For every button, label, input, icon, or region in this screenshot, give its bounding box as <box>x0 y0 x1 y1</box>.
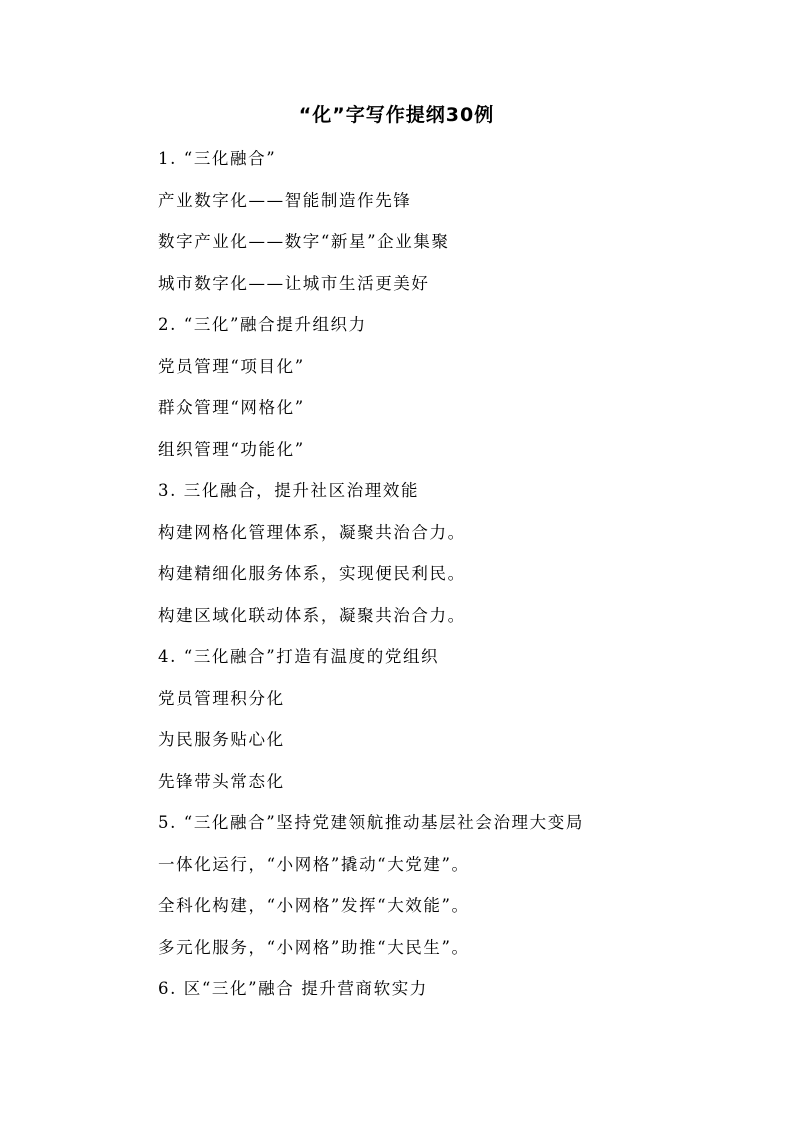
outline-line: 构建区域化联动体系，凝聚共治合力。 <box>158 605 466 625</box>
outline-line: 产业数字化——智能制造作先锋 <box>158 190 412 210</box>
outline-line: 群众管理“网格化” <box>158 398 305 417</box>
outline-line: 多元化服务，“小网格”助推“大民生”。 <box>158 937 470 957</box>
outline-line: 构建精细化服务体系，实现便民利民。 <box>158 564 466 583</box>
document-body <box>158 146 678 1018</box>
outline-line: 为民服务贴心化 <box>158 730 285 749</box>
outline-line: 先锋带头常态化 <box>158 771 285 791</box>
outline-line: 构建网格化管理体系，凝聚共治合力。 <box>158 522 466 542</box>
outline-line: 数字产业化——数字“新星”企业集聚 <box>158 232 450 251</box>
outline-line: 城市数字化——让城市生活更美好 <box>158 273 430 293</box>
outline-line: 党员管理“项目化” <box>158 356 305 376</box>
outline-line: 党员管理积分化 <box>158 688 285 708</box>
outline-heading-2: 2. “三化”融合提升组织力 <box>158 315 367 334</box>
outline-line: 一体化运行，“小网格”撬动“大党建”。 <box>158 854 470 874</box>
outline-line: 全科化构建，“小网格”发挥“大效能”。 <box>158 896 470 915</box>
outline-heading-1: 1. “三化融合” <box>158 149 277 168</box>
outline-heading-5: 5. “三化融合”坚持党建领航推动基层社会治理大变局 <box>158 813 584 832</box>
outline-heading-6: 6. 区“三化”融合 提升营商软实力 <box>158 979 428 998</box>
outline-line: 组织管理“功能化” <box>158 439 305 459</box>
outline-heading-3: 3. 三化融合，提升社区治理效能 <box>158 481 420 500</box>
outline-heading-4: 4. “三化融合”打造有温度的党组织 <box>158 647 440 666</box>
document-title: “化”字写作提纲30例 <box>298 104 495 126</box>
